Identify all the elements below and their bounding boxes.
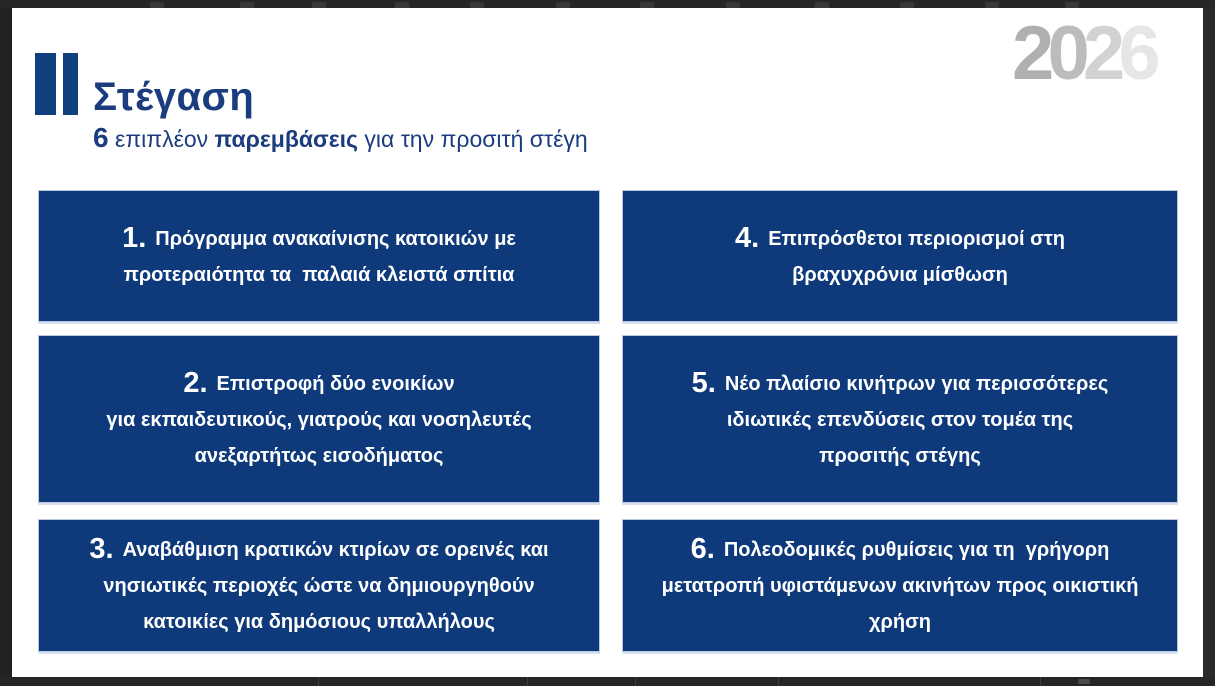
toolbar-icon-fragment: [150, 2, 164, 8]
intervention-text-4: 4. Επιπρόσθετοι περιορισμοί στη βραχυχρόνια μίσθωση: [735, 221, 1065, 286]
logo-digit: 0: [1047, 11, 1083, 96]
intervention-number-5: 5.: [691, 366, 716, 399]
toolbar-icon-fragment: [395, 2, 409, 8]
page-subtitle: [93, 122, 588, 154]
toolbar-icon-fragment: [470, 2, 484, 8]
intervention-text-1: 1. Πρόγραμμα ανακαίνισης κατοικιών με προτεραιότητα τα παλαιά κλειστά σπίτια: [122, 221, 516, 286]
right-border: [1203, 0, 1215, 686]
title-accent-bar: [35, 53, 56, 115]
logo-digit: 2: [1012, 11, 1048, 96]
toolbar-icon-fragment: [1078, 679, 1090, 684]
intervention-number-4: 4.: [735, 221, 760, 254]
subtitle-count: 6: [93, 122, 109, 153]
intervention-number-3: 3.: [89, 533, 114, 565]
toolbar-separator: [1040, 677, 1041, 686]
toolbar-separator: [527, 677, 528, 686]
logo-digit: 6: [1118, 11, 1154, 96]
intervention-number-1: 1.: [122, 221, 147, 254]
toolbar-icon-fragment: [726, 2, 740, 8]
toolbar-icon-fragment: [240, 2, 254, 8]
top-toolbar-strip: [0, 0, 1215, 8]
intervention-text-2: 2. Επιστροφή δύο ενοικίων για εκπαιδευτικούς, γιατρούς και νοσηλευτές ανεξαρτήτως εισοδήματος: [106, 366, 532, 467]
toolbar-icon-fragment: [815, 2, 829, 8]
intervention-text-6: 6. Πολεοδομικές ρυθμίσεις για τη γρήγορη μετατροπή υφιστάμενων ακινήτων προς οικιστική χρήση: [661, 533, 1139, 633]
subtitle-keyword: παρεμβάσεις: [214, 126, 359, 152]
toolbar-separator: [318, 677, 319, 686]
logo-digit: 2: [1082, 11, 1119, 96]
toolbar-separator: [778, 677, 779, 686]
intervention-card-2: [38, 335, 600, 503]
toolbar-icon-fragment: [556, 2, 570, 8]
toolbar-icon-fragment: [985, 2, 999, 8]
toolbar-icon-fragment: [900, 2, 914, 8]
left-border: [0, 0, 12, 686]
intervention-card-6: [622, 519, 1178, 652]
bottom-toolbar-strip: [0, 677, 1215, 686]
title-accent-bar: [63, 53, 78, 115]
intervention-text-5: 5. Νέο πλαίσιο κινήτρων για περισσότερες ιδιωτικές επενδύσεις στον τομέα της προσιτής στέγης: [691, 366, 1109, 467]
intervention-card-5: [622, 335, 1178, 503]
toolbar-icon-fragment: [1065, 2, 1079, 8]
subtitle-text: επιπλέον: [108, 126, 215, 152]
page-title: Στέγαση: [93, 74, 255, 119]
logo-2026: [1012, 11, 1154, 96]
subtitle-text: για την προσιτή στέγη: [358, 126, 588, 152]
toolbar-icon-fragment: [312, 2, 326, 8]
intervention-number-6: 6.: [690, 533, 715, 565]
toolbar-separator: [635, 677, 636, 686]
toolbar-icon-fragment: [640, 2, 654, 8]
intervention-text-3: 3. Αναβάθμιση κρατικών κτιρίων σε ορεινές και νησιωτικές περιοχές ώστε να δημιουργηθούν κατοικίες για δημόσιους υπαλλήλους: [89, 533, 549, 633]
intervention-card-4: [622, 190, 1178, 322]
intervention-card-3: [38, 519, 600, 652]
intervention-number-2: 2.: [183, 366, 208, 399]
intervention-card-1: [38, 190, 600, 322]
